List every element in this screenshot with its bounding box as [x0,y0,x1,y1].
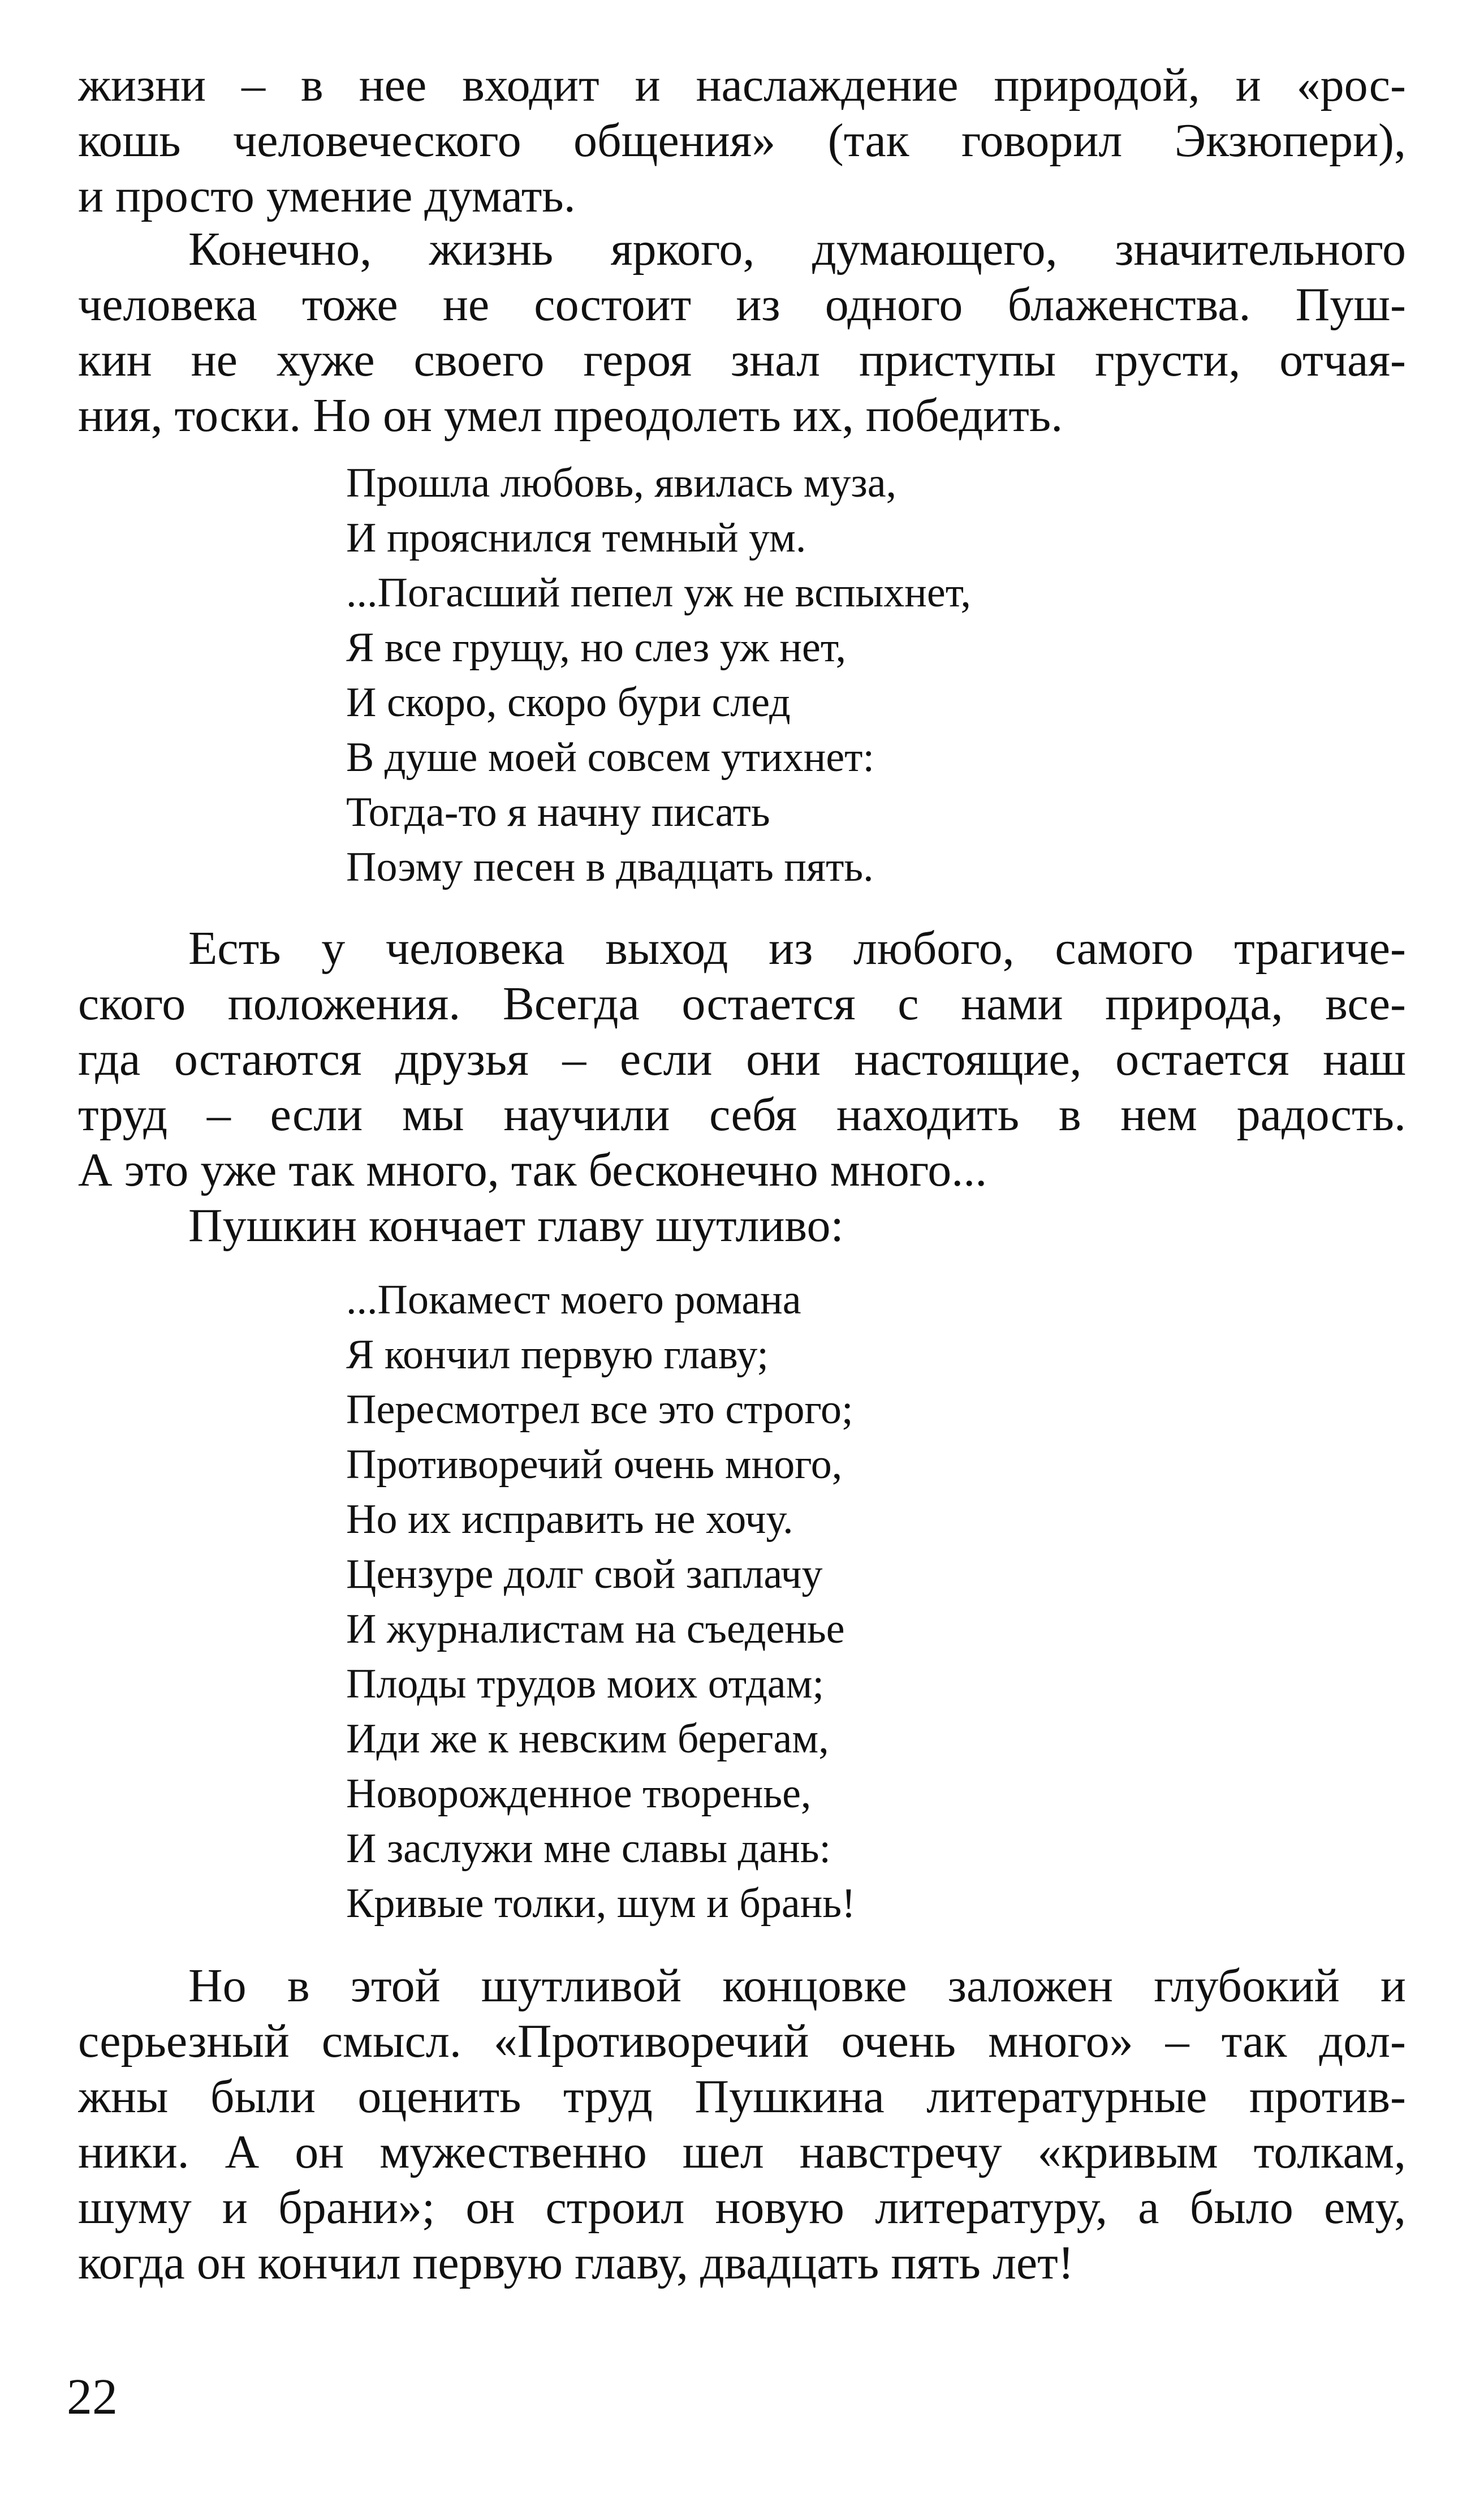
verse-2 [346,1273,856,1931]
verse-line: ...Покамест моего романа [346,1277,801,1323]
verse-line: Тогда-то я начну писать [346,789,770,835]
verse-line: В душе моей совсем утихнет: [346,734,875,781]
paragraph-4 [78,1198,1406,1254]
verse-line: И скоро, скоро бури след [346,679,791,726]
paragraph-1 [78,58,1406,224]
paragraph-2 [78,222,1406,443]
text-line: Но в этой шутливой концовке заложен глубокий и [188,1959,1406,2012]
text-line: шуму и брани»; он строил новую литературу, а было ему, [78,2181,1406,2234]
text-line: Есть у человека выход из любого, самого трагиче- [188,922,1406,975]
verse-line: И журналистам на съеденье [346,1606,845,1652]
text-line: ники. А он мужественно шел навстречу «кривым толкам, [78,2126,1406,2178]
paragraph-3 [78,921,1406,1198]
verse-line: Поэму песен в двадцать пять. [346,844,874,890]
page-number: 22 [67,2369,118,2425]
text-line: ского положения. Всегда остается с нами природа, все- [78,977,1406,1030]
verse-line: И заслужи мне славы дань: [346,1825,831,1872]
text-line: А это уже так много, так бесконечно много... [78,1144,987,1196]
verse-line: Иди же к невским берегам, [346,1716,829,1762]
text-line: кошь человеческого общения» (так говорил Экзюпери), [78,114,1406,167]
text-line: Конечно, жизнь яркого, думающего, значительного [188,223,1406,275]
text-line: человека тоже не состоит из одного блаженства. Пуш- [78,278,1406,331]
text-line: жизни – в нее входит и наслаждение природой, и «рос- [78,59,1406,111]
verse-line: Я кончил первую главу; [346,1332,769,1378]
verse-line: Плоды трудов моих отдам; [346,1661,825,1707]
verse-1 [346,456,971,895]
verse-line: ...Погасший пепел уж не вспыхнет, [346,570,971,616]
verse-line: Противоречий очень много, [346,1441,843,1488]
verse-line: Пересмотрел все это строго; [346,1386,853,1433]
text-line: кин не хуже своего героя знал приступы грусти, отчая- [78,334,1406,386]
verse-line: Новорожденное творенье, [346,1771,812,1817]
verse-line: Кривые толки, шум и брань! [346,1880,856,1927]
text-line: гда остаются друзья – если они настоящие, остается наш [78,1033,1406,1085]
verse-line: Цензуре долг свой заплачу [346,1551,823,1597]
text-line: Пушкин кончает главу шутливо: [188,1199,844,1252]
text-line: серьезный смысл. «Противоречий очень много» – так дол- [78,2015,1406,2067]
verse-line: Но их исправить не хочу. [346,1496,793,1543]
text-line: жны были оценить труд Пушкина литературные против- [78,2070,1406,2123]
text-line: ния, тоски. Но он умел преодолеть их, победить. [78,389,1063,442]
paragraph-5 [78,1958,1406,2291]
verse-line: И прояснился темный ум. [346,515,806,561]
text-line: и просто умение думать. [78,170,576,222]
verse-line: Прошла любовь, явилась муза, [346,460,897,506]
text-line: когда он кончил первую главу, двадцать пять лет! [78,2237,1074,2289]
text-line: труд – если мы научили себя находить в нем радость. [78,1088,1406,1141]
verse-line: Я все грущу, но слез уж нет, [346,624,847,671]
